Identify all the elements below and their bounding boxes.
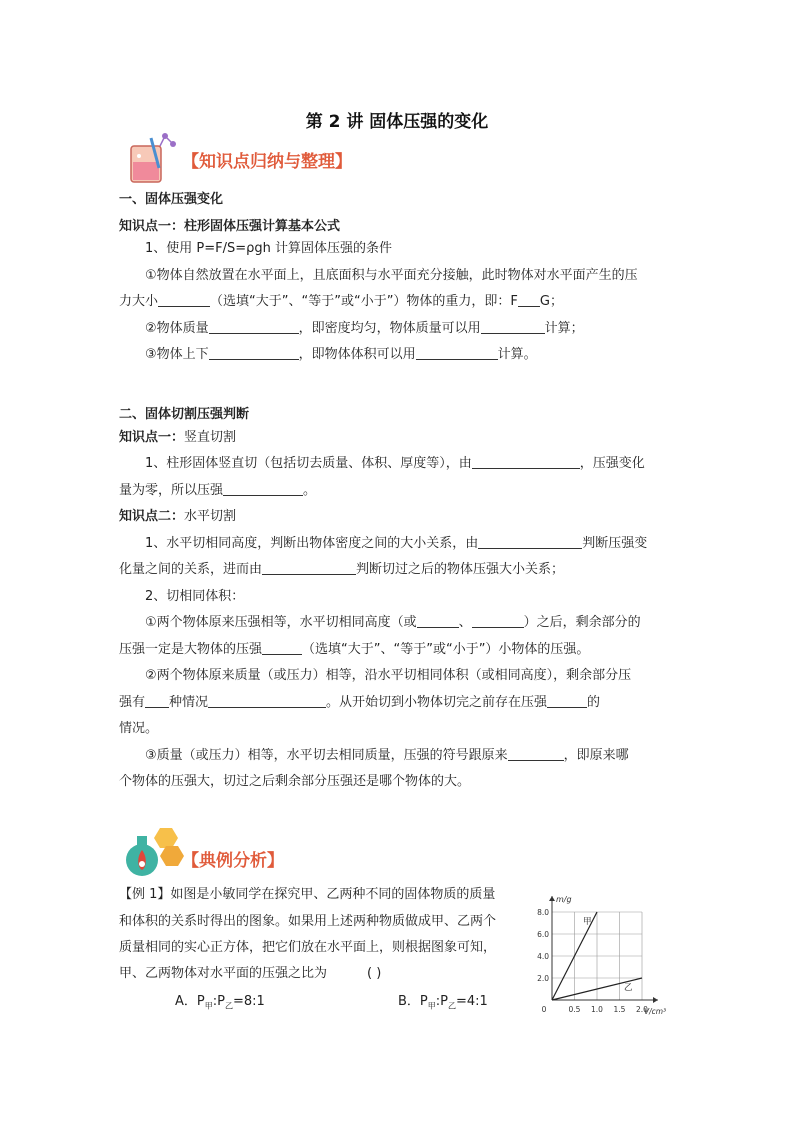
x-tick-label: 1.0 — [591, 1005, 603, 1014]
fill-blank[interactable] — [209, 320, 299, 334]
text: 计算。 — [497, 347, 537, 362]
fill-blank[interactable] — [208, 694, 326, 708]
text: ，压强变化 — [579, 456, 645, 471]
text: 、 — [458, 615, 472, 630]
text-line — [145, 612, 641, 634]
text: 甲、乙两物体对水平面的压强之比为 — [119, 966, 328, 981]
text-line — [145, 533, 647, 555]
fill-blank[interactable] — [518, 293, 540, 307]
text: 计算； — [544, 321, 584, 336]
text: =4:1 — [456, 994, 488, 1009]
text: 判断压强变 — [582, 536, 648, 551]
y-axis-label: m/g — [556, 895, 572, 904]
text: 知识点一： — [119, 430, 185, 445]
fill-blank[interactable] — [145, 694, 169, 708]
text-line — [119, 559, 564, 581]
text: =8:1 — [232, 994, 265, 1009]
knowledge-point-1: 知识点一：柱形固体压强计算基本公式 — [119, 219, 341, 234]
y-tick-label: 6.0 — [537, 930, 549, 939]
text-line: 【例 1】如图是小敏同学在探究甲、乙两种不同的固体物质的质量 — [119, 887, 496, 902]
y-tick-label: 8.0 — [537, 908, 549, 917]
text: （选填“大于”、“等于”或“小于”）小物体的压强。 — [302, 642, 590, 657]
text-line — [145, 745, 629, 767]
text-line — [119, 639, 589, 661]
text-line: 情况。 — [119, 721, 159, 736]
text: （选填“大于”、“等于”或“小于”）物体的重力，即：F — [210, 294, 518, 309]
text: :P — [212, 994, 225, 1009]
text: 。从开始切到小物体切完之前存在压强 — [326, 695, 548, 710]
text-line: 个物体的压强大，切过之后剩余部分压强还是哪个物体的大。 — [119, 774, 471, 789]
text: ）之后，剩余部分的 — [523, 615, 641, 630]
text: 判断切过之后的物体压强大小关系； — [356, 562, 565, 577]
fill-blank[interactable] — [416, 346, 498, 360]
text: ②物体质量 — [145, 321, 209, 336]
fill-blank[interactable] — [209, 346, 299, 360]
text: ③质量（或压力）相等，水平切去相同质量，压强的符号跟原来 — [145, 748, 508, 763]
x-tick-label: 1.5 — [613, 1005, 626, 1014]
text: ，即原来哪 — [563, 748, 629, 763]
option-a[interactable] — [175, 991, 265, 1018]
flask-icon — [125, 128, 183, 190]
text: 水平切割 — [184, 509, 237, 524]
subscript: 甲 — [427, 1001, 436, 1011]
mass-volume-chart — [530, 882, 680, 1026]
text: 强有 — [119, 695, 146, 710]
chemistry-flask-icon — [122, 824, 184, 886]
series-label: 甲 — [583, 917, 592, 927]
section-heading-1: 一、固体压强变化 — [119, 192, 224, 207]
text-line — [145, 344, 537, 366]
text: 化量之间的关系，进而由 — [119, 562, 263, 577]
text-line: ②两个物体原来质量（或压力）相等，沿水平切相同体积（或相同高度），剩余部分压 — [145, 668, 632, 683]
text-line: 2、切相同体积： — [145, 589, 245, 604]
text: :P — [435, 994, 448, 1009]
text: 1、柱形固体竖直切（包括切去质量、体积、厚度等），由 — [145, 456, 472, 471]
x-axis-label: V/cm³ — [644, 1007, 667, 1016]
text-line — [119, 291, 563, 313]
x-axis-arrow — [653, 997, 658, 1003]
text-line: 1、使用 P=F/S=ρgh 计算固体压强的条件 — [145, 241, 393, 256]
fill-blank[interactable] — [478, 535, 582, 549]
text-line — [119, 692, 600, 714]
text: 量为零，所以压强 — [119, 483, 224, 498]
fill-blank[interactable] — [472, 614, 524, 628]
option-b[interactable] — [398, 991, 488, 1018]
text: A．P — [175, 994, 205, 1009]
answer-paren: ( ) — [367, 966, 382, 981]
y-tick-label: 2.0 — [537, 974, 549, 983]
text: 种情况 — [169, 695, 209, 710]
text: B．P — [398, 994, 428, 1009]
knowledge-point-3 — [119, 506, 236, 528]
text: 力大小 — [119, 294, 159, 309]
fill-blank[interactable] — [481, 320, 545, 334]
section-banner-knowledge: 【知识点归纳与整理】 — [182, 152, 352, 172]
text-line: 和体积的关系时得出的图象。如果用上述两种物质做成甲、乙两个 — [119, 914, 497, 929]
fill-blank[interactable] — [508, 747, 564, 761]
fill-blank[interactable] — [472, 455, 580, 469]
text: 的 — [587, 695, 601, 710]
section-banner-examples: 【典例分析】 — [182, 851, 284, 871]
text: ，即物体体积可以用 — [298, 347, 416, 362]
series-label: 乙 — [624, 983, 633, 993]
x-tick-label: 2.0 — [636, 1005, 648, 1014]
section-heading-2: 二、固体切割压强判断 — [119, 407, 250, 422]
fill-blank[interactable] — [223, 482, 303, 496]
fill-blank[interactable] — [158, 293, 210, 307]
text: 压强一定是大物体的压强 — [119, 642, 263, 657]
fill-blank[interactable] — [547, 694, 587, 708]
text-line: 质量相同的实心正方体，把它们放在水平面上，则根据图象可知， — [119, 940, 497, 955]
fill-blank[interactable] — [262, 641, 302, 655]
chart-labels — [537, 895, 666, 1016]
text: 1、水平切相同高度，判断出物体密度之间的大小关系，由 — [145, 536, 479, 551]
text: ③物体上下 — [145, 347, 209, 362]
fill-blank[interactable] — [417, 614, 459, 628]
x-tick-label: 0.5 — [568, 1005, 581, 1014]
subscript: 乙 — [448, 1001, 456, 1011]
x-tick-label: 0 — [541, 1005, 547, 1014]
text-line — [119, 480, 316, 502]
page-title: 第 2 讲 固体压强的变化 — [305, 112, 489, 132]
text-line — [119, 963, 381, 985]
text: G； — [539, 294, 563, 309]
text: ①两个物体原来压强相等，水平切相同高度（或 — [145, 615, 417, 630]
text-line — [145, 453, 645, 475]
text: ，即密度均匀，物体质量可以用 — [298, 321, 481, 336]
fill-blank[interactable] — [262, 561, 356, 575]
knowledge-point-2 — [119, 427, 236, 449]
subscript: 乙 — [224, 1001, 233, 1011]
y-axis-arrow — [549, 896, 555, 901]
text-line — [145, 318, 584, 340]
subscript: 甲 — [204, 1001, 213, 1011]
text-line: ①物体自然放置在水平面上，且底面积与水平面充分接触，此时物体对水平面产生的压 — [145, 268, 638, 283]
y-tick-label: 4.0 — [537, 952, 549, 961]
text: 。 — [303, 483, 317, 498]
text: 知识点二： — [119, 509, 185, 524]
text: 竖直切割 — [184, 430, 237, 445]
